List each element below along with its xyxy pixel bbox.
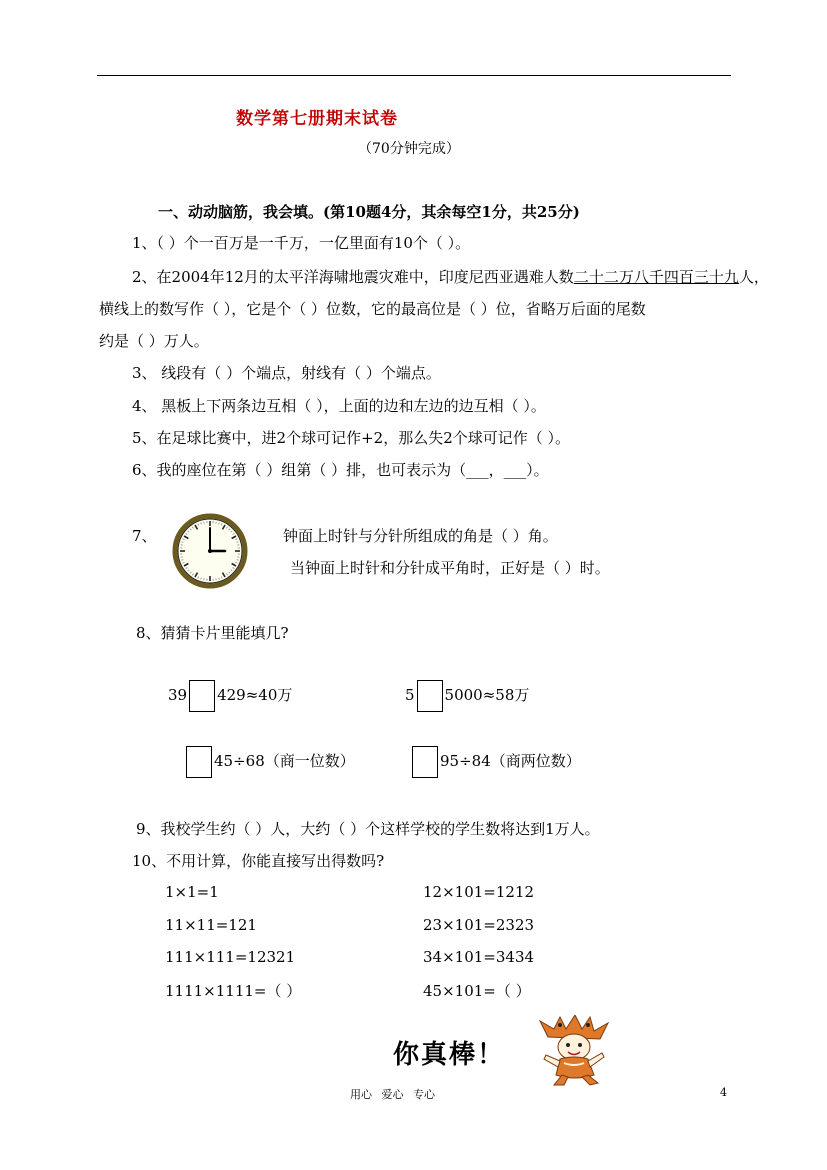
q2-text-b: 人， [738,268,769,286]
answer-card-box [412,746,438,778]
question-2-line-3: 约是（ ）万人。 [99,332,209,350]
question-5: 5、在足球比赛中，进2个球可记作+2，那么失2个球可记作（ ）。 [132,429,571,447]
q10-left-1: 1×1=1 [165,883,219,901]
mascot-icon [534,1015,616,1087]
q8-item-1-suffix: 429≈40万 [217,686,293,704]
clock-icon [172,513,248,589]
q10-left-4: 1111×1111=（ ） [165,982,302,1000]
q10-right-1: 12×101=1212 [423,883,535,901]
question-2-line-1 [132,266,769,287]
question-10: 10、不用计算，你能直接写出得数吗? [132,852,385,870]
praise-text: 你真棒！ [393,1040,506,1070]
question-8: 8、猜猜卡片里能填几? [136,624,289,642]
q8-item-2-suffix: 5000≈58万 [444,686,530,704]
answer-card-box [417,680,443,712]
q8-item-1-prefix: 39 [168,686,188,704]
q8-item-4 [410,746,581,778]
footer-text: 用心 爱心 专心 [350,1088,435,1101]
page-number: 4 [720,1086,727,1099]
q8-item-1 [168,680,292,712]
q10-right-2: 23×101=2323 [423,916,535,934]
q8-item-4-suffix: 95÷84（商两位数） [440,752,581,770]
q10-right-3: 34×101=3434 [423,948,535,966]
question-7-line-2: 当钟面上时针和分针成平角时，正好是（ ）时。 [290,559,610,577]
answer-card-box [186,746,212,778]
question-6: 6、我的座位在第（ ）组第（ ）排，也可表示为（___，___）。 [132,461,549,479]
q8-item-2-prefix: 5 [405,686,415,704]
q8-item-3 [184,746,355,778]
question-2-line-2: 横线上的数写作（ ），它是个（ ）位数，它的最高位是（ ）位，省略万后面的尾数 [99,300,646,318]
section-heading: 一、动动脑筋，我会填。(第10题4分，其余每空1分，共25分) [158,203,580,221]
question-3: 3、 线段有（ ）个端点，射线有（ ）个端点。 [132,364,441,382]
q8-item-3-suffix: 45÷68（商一位数） [214,752,355,770]
question-1: 1、（ ）个一百万是一千万，一亿里面有10个（ ）。 [132,234,471,252]
answer-card-box [189,680,215,712]
question-4: 4、 黑板上下两条边互相（ ），上面的边和左边的边互相（ ）。 [132,397,546,415]
q10-right-4: 45×101=（ ） [423,982,531,1000]
header-rule [97,75,731,76]
question-7-line-1: 钟面上时针与分针所组成的角是（ ）角。 [283,527,558,545]
q10-left-3: 111×111=12321 [165,948,296,966]
page-title: 数学第七册期末试卷 [236,109,398,129]
q2-text-a: 2、在2004年12月的太平洋海啸地震灾难中，印度尼西亚遇难人数 [132,268,574,286]
question-9: 9、我校学生约（ ）人，大约（ ）个这样学校的学生数将达到1万人。 [136,820,600,838]
q10-left-2: 11×11=121 [165,916,257,934]
page-subtitle: （70分钟完成） [358,141,460,157]
question-7-number: 7、 [132,527,157,545]
q2-underlined-number: 二十二万八千四百三十九 [573,268,739,286]
q8-item-2 [405,680,529,712]
